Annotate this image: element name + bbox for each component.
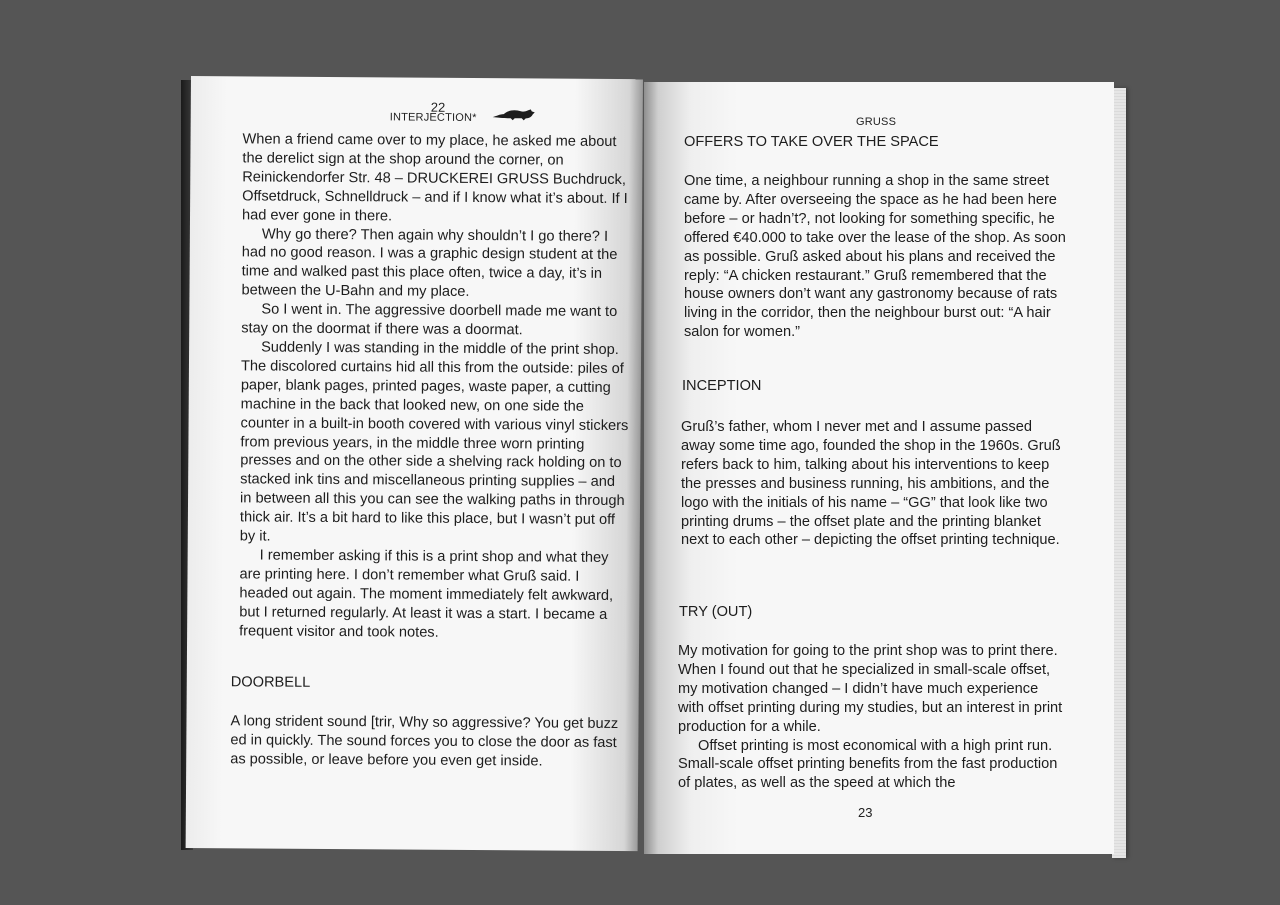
body-text-doorbell [230,712,622,771]
body-text-offers [684,172,1066,342]
running-head: INTERJECTION* [389,111,477,124]
body-text-intro [239,130,631,643]
paragraph: Why go there? Then again why shouldn’t I go there? I had no good reason. I was a graphic design student at the time and walked past this place often, twice a day, it’s in between the U-Bahn and my place. [241,226,618,301]
paragraph: Gruß’s father, whom I never met and I assume passed away some time ago, founded the shop in the 1960s. Gruß refers back to him, talking about his interventions to keep the presses and business running, his ambitions, and the logo with the initials of his name – “GG” that look like two printing drums – the offset plate and the printing blanket next to each other – depicting the offset printing technique. [681,419,1061,549]
paragraph: Offset printing is most economical with a high print run. Small-scale offset printing benefits from the fast production of plates, as well as the speed at which the [678,737,1058,792]
paragraph: A long strident sound [trir, Why so aggressive? You get buzzed in quickly. The sound forces you to close the door as fast as possible, or leave before you even get inside. [230,713,619,770]
body-text-inception [681,418,1067,550]
paragraph: My motivation for going to the print shop was to print there. When I found out that he specialized in small-scale offset, my motivation changed – I didn’t have much experience with offset printing during my studies, but an interest in print production for a while. [678,643,1063,735]
running-head: GRUSS [856,116,897,128]
right-page [644,82,1114,854]
paragraph: So I went in. The aggressive doorbell made me want to stay on the doormat if there was a doormat. [241,301,618,339]
section-heading-inception: INCEPTION [682,378,762,394]
left-page [186,76,643,851]
page-number: 22 [430,99,446,115]
paragraph: Suddenly I was standing in the middle of the print shop. The discolored curtains hid all this from the outside: piles of paper, blank pages, printed pages, waste paper, a cutting machine in the back that looked new, on one side the counter in a built-in booth covered with various vinyl stickers from previous years, in the middle three worn printing presses and on the other side a shelving rack holding on to stacked ink tins and miscellaneous printing supplies – and in between all this you can see the walking paths in through thick air. It’s a bit hard to like this place, but I wasn’t put off by it. [239,339,629,545]
paragraph: One time, a neighbour running a shop in the same street came by. After overseeing the space as he had been here before – or hadn’t?, not looking for something specific, he offered €40.000 to take over the lease of the shop. As soon as possible. Gruß asked about his plans and received the reply: “A chicken restaurant.” Gruß remembered that the house owners don’t want any gastronomy because of rats living in the corridor, then the neighbour burst out: “A hair salon for women.” [684,173,1066,341]
book-page-edges-right [1112,88,1126,858]
body-text-try-out [678,642,1068,793]
page-number: 23 [858,805,873,820]
section-heading-try-out: TRY (OUT) [679,604,753,620]
section-heading-offers: OFFERS TO TAKE OVER THE SPACE [684,134,939,150]
paragraph: When a friend came over to my place, he asked me about the derelict sign at the shop around the corner, on Reinickendorfer Str. 48 – DRUCKEREI GRUSS Buchdruck, Offsetdruck, Schnelldruck – and if I know what it’s about. If I had ever gone in there. [241,131,628,225]
rat-icon [491,106,537,122]
paragraph: I remember asking if this is a print shop and what they are printing here. I don’t remember what Gruß said. I headed out again. The moment immediately felt awkward, but I returned regularly. At least it was a start. I became a frequent visitor and took notes. [239,547,614,641]
section-heading-doorbell: DOORBELL [230,674,311,691]
